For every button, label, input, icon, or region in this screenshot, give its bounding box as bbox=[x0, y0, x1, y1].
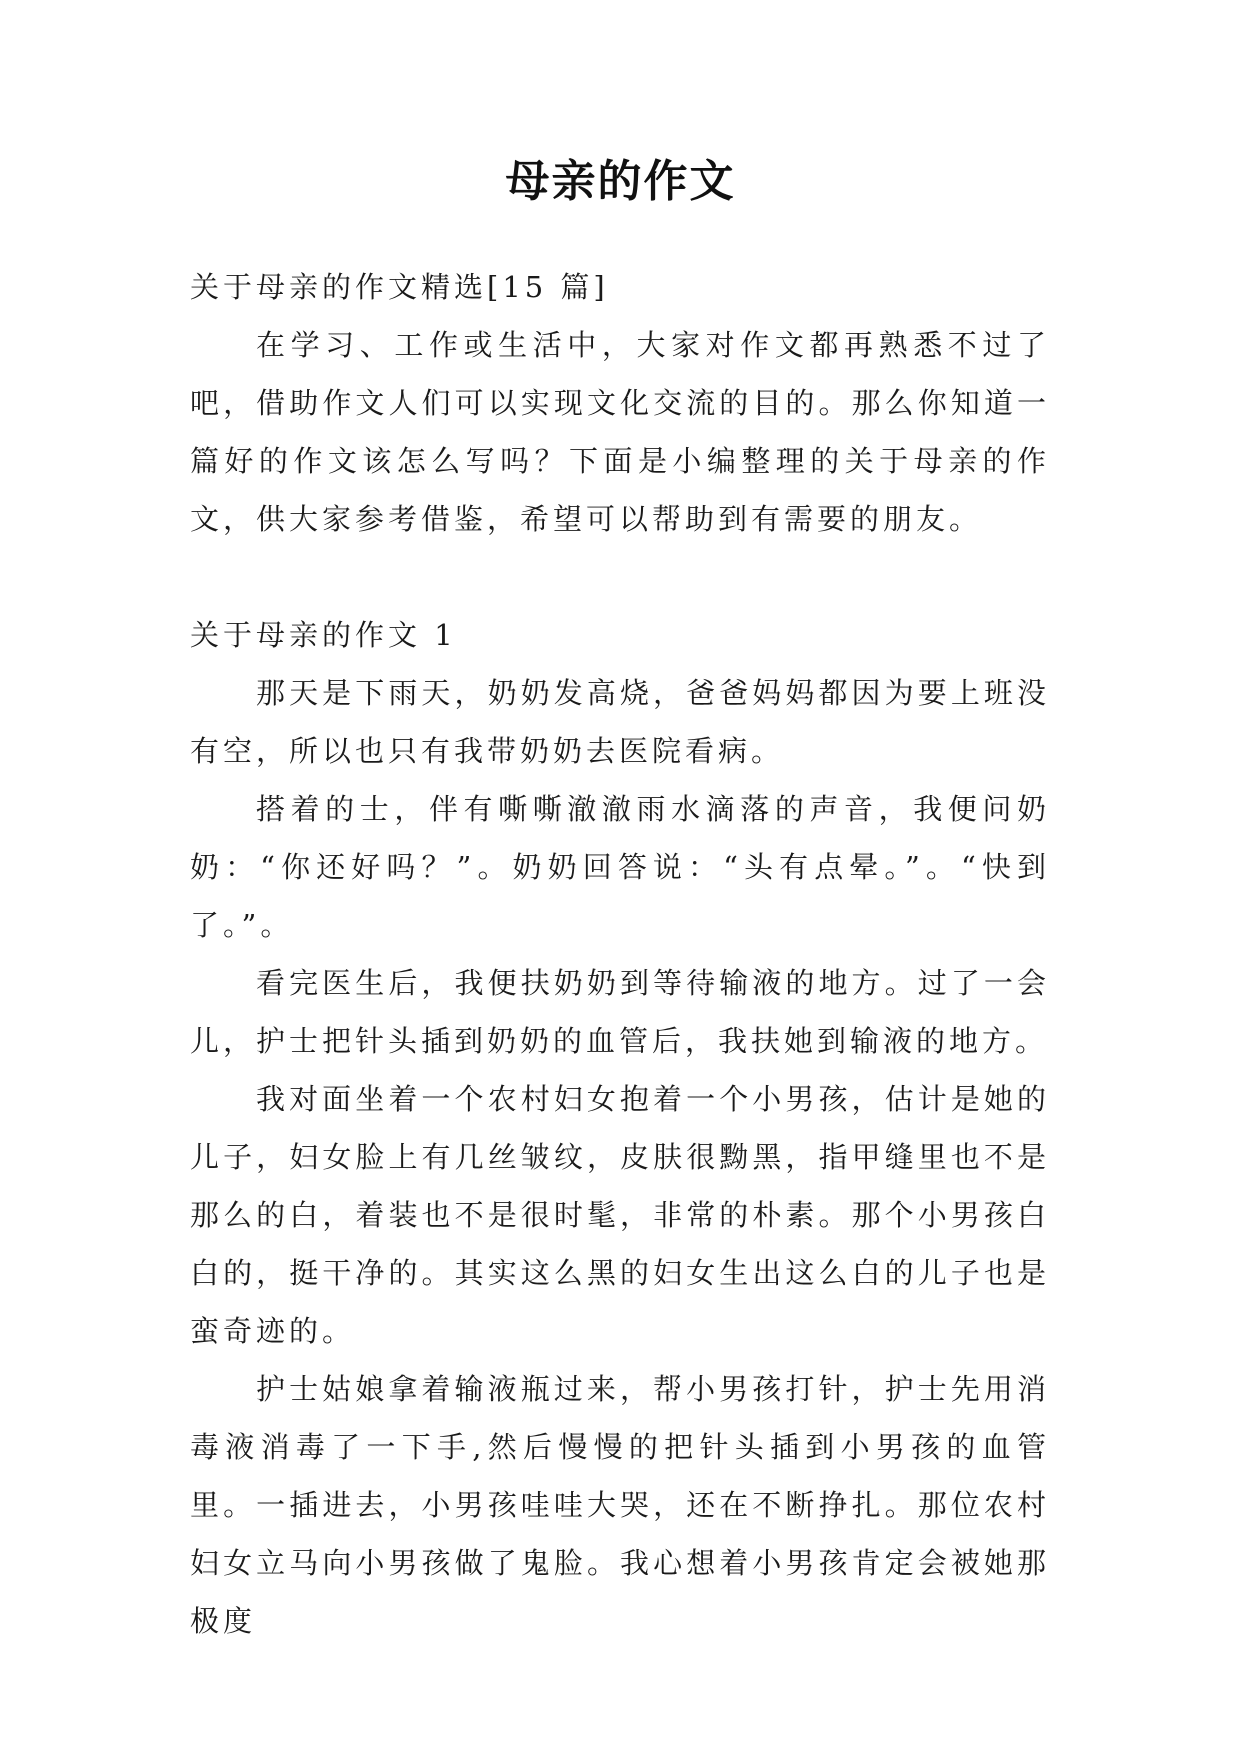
section-heading: 关于母亲的作文 1 bbox=[190, 618, 457, 652]
body-paragraph: 那天是下雨天，奶奶发高烧，爸爸妈妈都因为要上班没有空，所以也只有我带奶奶去医院看病。 bbox=[190, 676, 1050, 768]
document-title: 母亲的作文 bbox=[505, 156, 736, 207]
document-body bbox=[190, 258, 1050, 1650]
body-paragraph: 看完医生后，我便扶奶奶到等待输液的地方。过了一会儿，护士把针头插到奶奶的血管后，我扶她到输液的地方。 bbox=[190, 966, 1050, 1058]
section-spacer bbox=[190, 548, 1050, 606]
document-subtitle: 关于母亲的作文精选[15 篇] bbox=[190, 270, 609, 304]
body-paragraph: 护士姑娘拿着输液瓶过来，帮小男孩打针，护士先用消毒液消毒了一下手,然后慢慢的把针头插到小男孩的血管里。一插进去，小男孩哇哇大哭，还在不断挣扎。那位农村妇女立马向小男孩做了鬼脸。我心想着小男孩肯定会被她那极度 bbox=[190, 1372, 1050, 1638]
body-paragraph: 我对面坐着一个农村妇女抱着一个小男孩，估计是她的儿子，妇女脸上有几丝皱纹，皮肤很黝黑，指甲缝里也不是那么的白，着装也不是很时髦，非常的朴素。那个小男孩白白的，挺干净的。其实这么黑的妇女生出这么白的儿子也是蛮奇迹的。 bbox=[190, 1082, 1050, 1348]
intro-paragraph: 在学习、工作或生活中，大家对作文都再熟悉不过了吧，借助作文人们可以实现文化交流的目的。那么你知道一篇好的作文该怎么写吗？下面是小编整理的关于母亲的作文，供大家参考借鉴，希望可以帮助到有需要的朋友。 bbox=[190, 328, 1050, 536]
body-paragraph: 搭着的士，伴有嘶嘶澈澈雨水滴落的声音，我便问奶奶：“你还好吗？”。奶奶回答说：“头有点晕。”。“快到了。”。 bbox=[190, 792, 1050, 942]
